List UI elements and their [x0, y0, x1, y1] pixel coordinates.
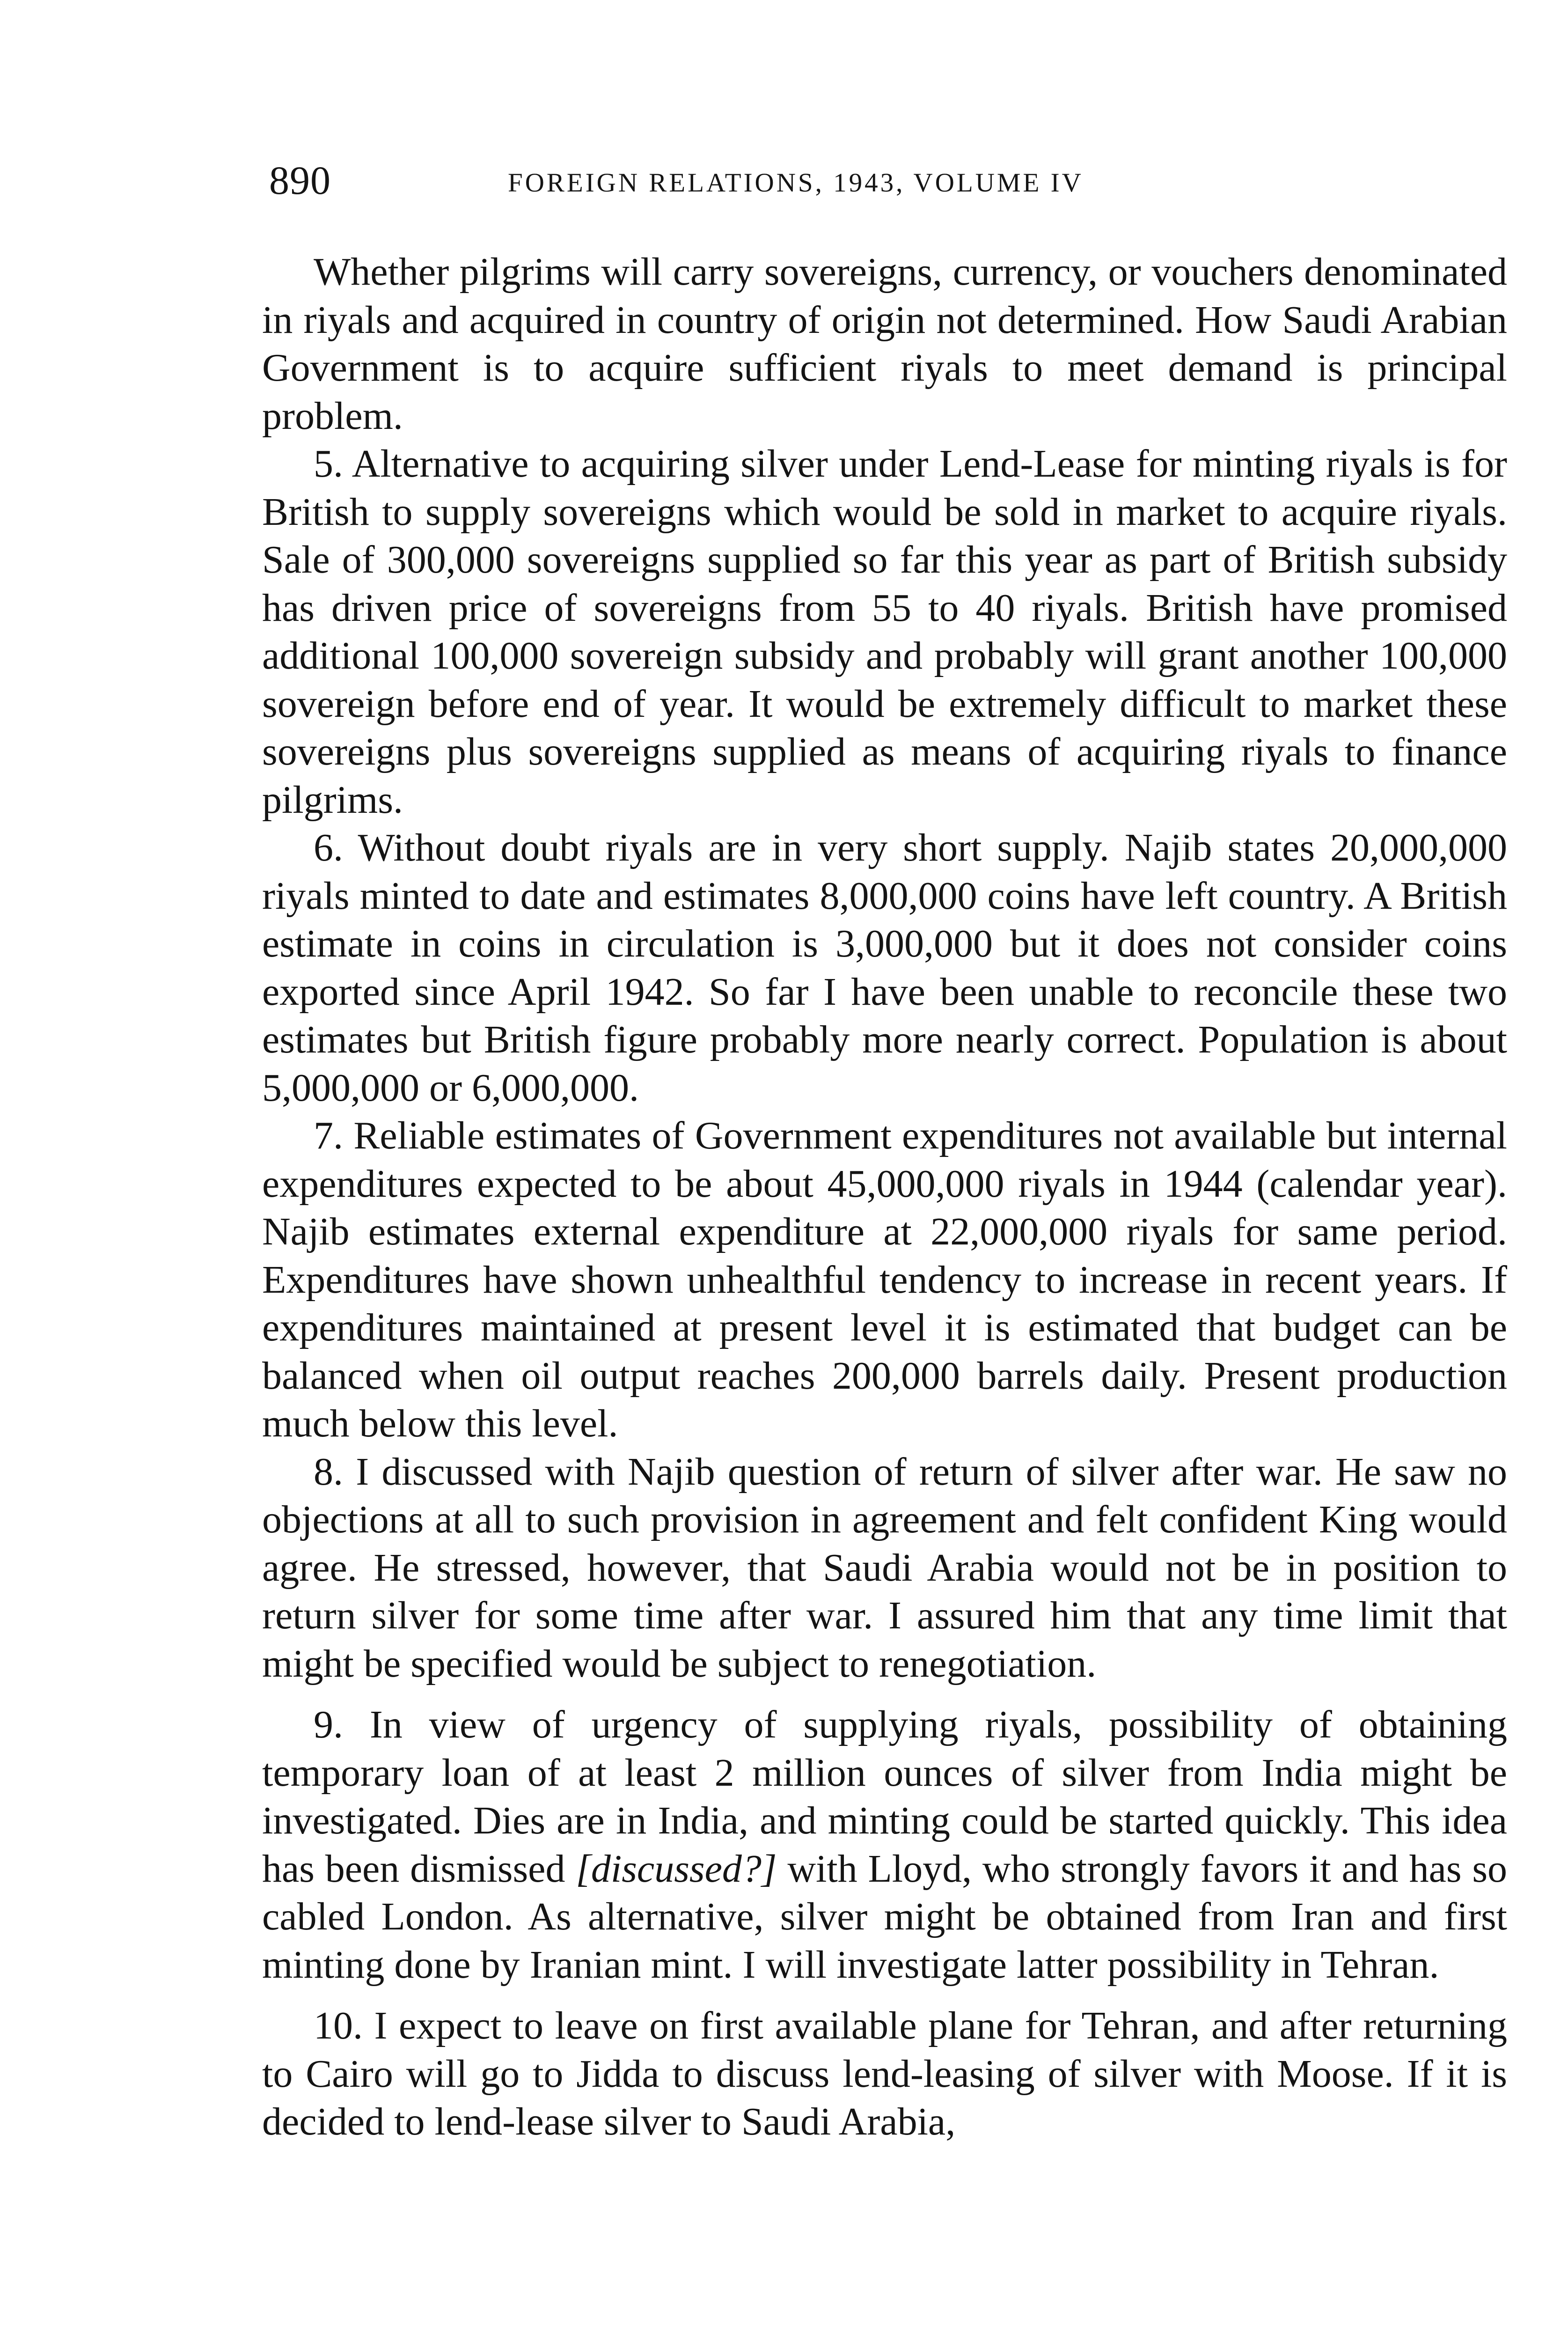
paragraph-5	[262, 440, 1507, 824]
paragraph-text: Without doubt riyals are in very short supply. Najib states 20,000,000 riyals minted to date and estimates 8,000,000 coins have left country. A British estimate in coins in circulation is 3,000,000 but it does not consider coins exported since April 1942. So far I have been unable to reconcile these two estimates but British figure probably more nearly correct. Population is about 5,000,000 or 6,000,000.	[262, 826, 1507, 1110]
paragraph-number: 8.	[314, 1450, 343, 1494]
paragraph-number: 6.	[314, 826, 343, 869]
paragraph-text-continued: with Lloyd, who strongly favors it and has so cabled London. As alternative, silver might be obtained from Iran and first minting done by Iranian mint. I will investigate latter possibility in Tehran.	[262, 1847, 1508, 1987]
paragraph-text: In view of urgency of supplying riyals, possibility of obtaining temporary loan of at least 2 million ounces of silver from India might be investigated. Dies are in India, and minting could be started quickly. This idea has been dismissed	[262, 1703, 1508, 1891]
paragraph-number: 10.	[314, 2004, 363, 2047]
paragraph-6	[262, 824, 1507, 1112]
paragraph-text: Reliable estimates of Government expenditures not available but internal expenditures expected to be about 45,000,000 riyals in 1944 (calendar year). Najib estimates external expenditure at 22,000,000 riyals for same period. Expenditures have shown unhealthful tendency to increase in recent years. If expenditures maintained at present level it is estimated that budget can be balanced when oil output reaches 200,000 barrels daily. Present production much below this level.	[262, 1114, 1508, 1445]
paragraph-number: 9.	[314, 1703, 343, 1746]
paragraph-text: Alternative to acquiring silver under Lend-Lease for minting riyals is for British to supply sovereigns which would be sold in market to acquire riyals. Sale of 300,000 sovereigns supplied so far this year as part of British subsidy has driven price of sovereigns from 55 to 40 riyals. British have promised additional 100,000 sovereign subsidy and probably will grant another 100,000 sovereign before end of year. It would be extremely difficult to market these sovereigns plus sovereigns supplied as means of acquiring riyals to finance pilgrims.	[262, 442, 1507, 822]
paragraph-9	[262, 1701, 1507, 1989]
running-head	[269, 155, 1341, 206]
running-title: FOREIGN RELATIONS, 1943, VOLUME IV	[508, 168, 1084, 198]
paragraph-text: Whether pilgrims will carry sovereigns, currency, or vouchers denominated in riyals and acquired in country of origin not determined. How Saudi Arabian Government is to acquire sufficient riyals to meet demand is principal problem.	[262, 250, 1507, 438]
paragraph-number: 7.	[314, 1114, 343, 1157]
paragraph-text: I expect to leave on first available plane for Tehran, and after returning to Cairo will go to Jidda to discuss lend-leasing of silver with Moose. If it is decided to lend-lease silver to Saudi Arabia,	[262, 2004, 1507, 2143]
body-text	[262, 248, 1507, 2146]
paragraph-10	[262, 2002, 1507, 2146]
editorial-insertion: [discussed?]	[576, 1847, 777, 1891]
paragraph-text: I discussed with Najib question of return of silver after war. He saw no objections at all to such provision in agreement and felt confident King would agree. He stressed, however, that Saudi Arabia would not be in position to return silver for some time after war. I assured him that any time limit that might be specified would be subject to renegotiation.	[262, 1450, 1507, 1686]
paragraph-number: 5.	[314, 442, 343, 486]
paragraph-continuation	[262, 248, 1507, 440]
page-number: 890	[269, 158, 331, 203]
paragraph-8	[262, 1448, 1507, 1688]
paragraph-7	[262, 1112, 1507, 1448]
